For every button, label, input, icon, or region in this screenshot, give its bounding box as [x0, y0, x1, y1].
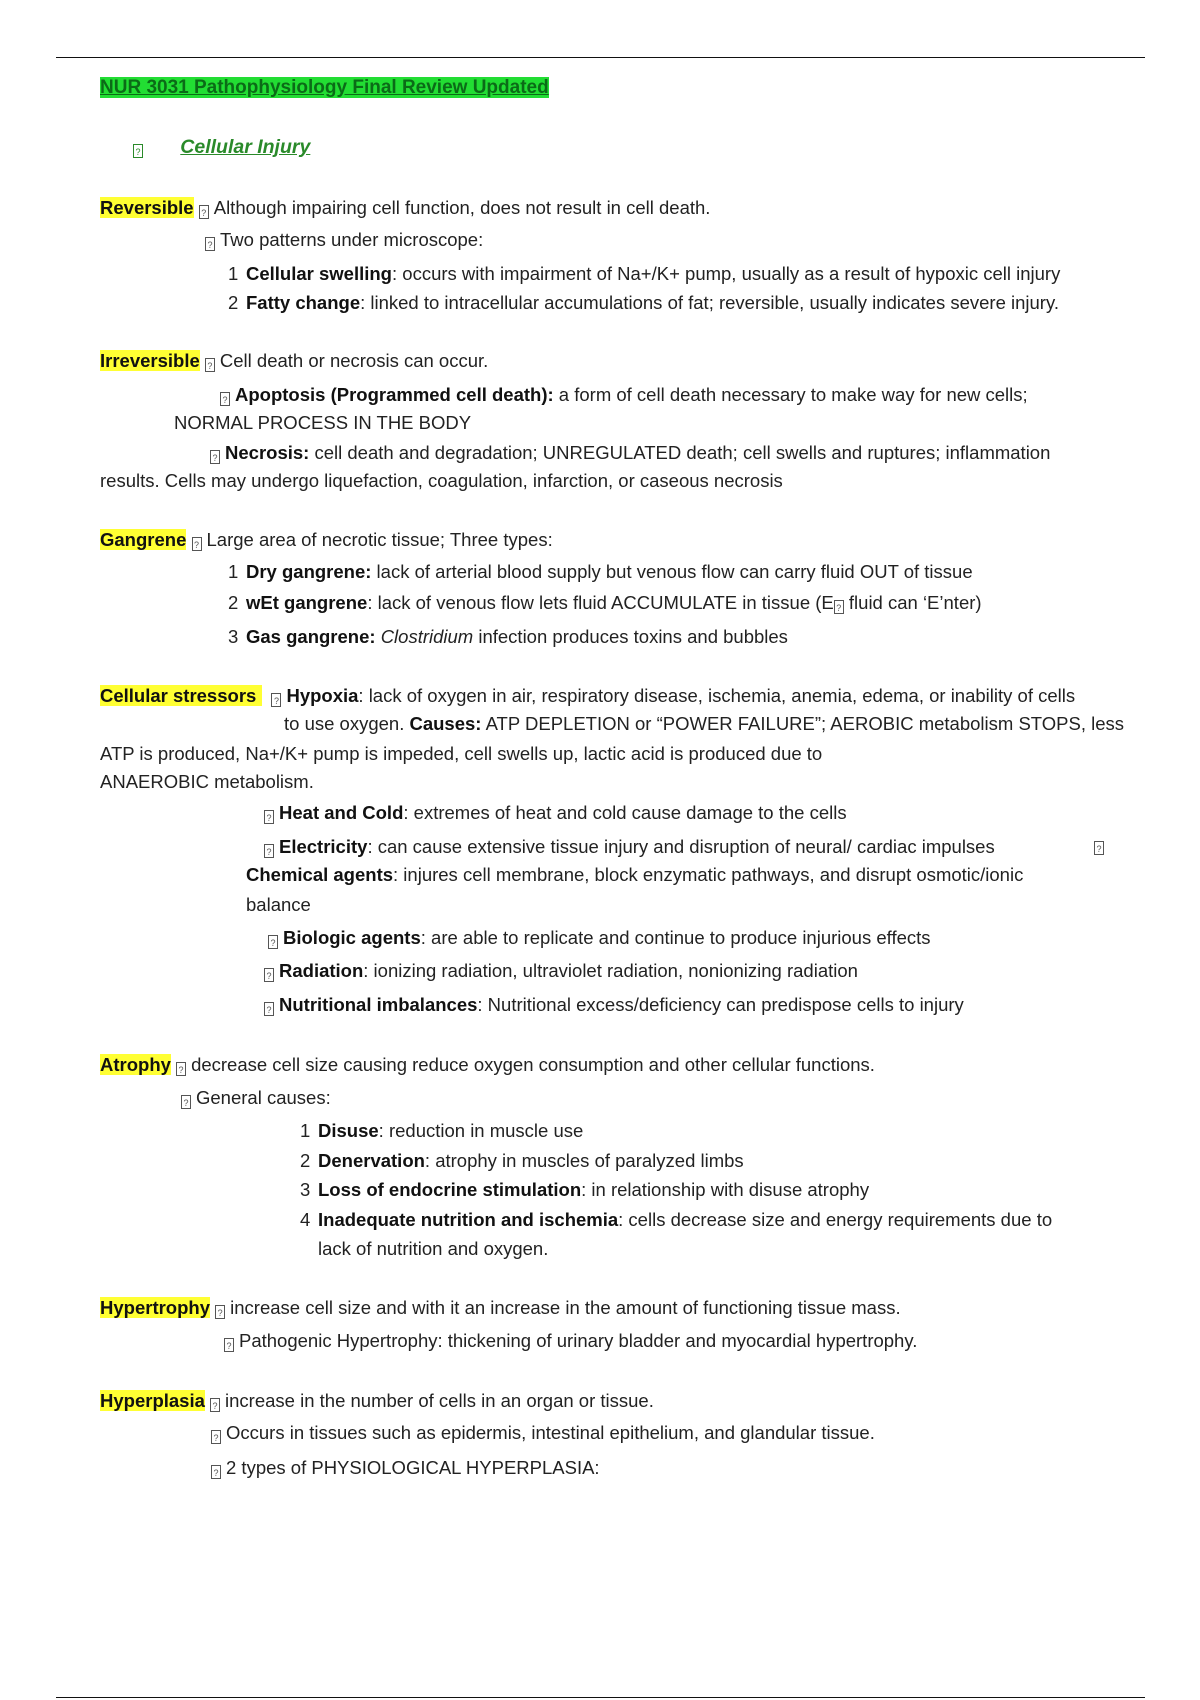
item-text: : reduction in muscle use: [378, 1120, 584, 1141]
term-atrophy: Atrophy: [100, 1054, 171, 1075]
necrosis-term: Necrosis:: [225, 442, 310, 463]
hypoxia-text-2a: to use oxygen.: [284, 713, 410, 734]
item-text: : cells decrease size and energy requirements due to: [618, 1209, 1053, 1230]
item-term: Disuse: [318, 1120, 379, 1141]
item-text-2: lack of nutrition and oxygen.: [318, 1238, 549, 1259]
hypoxia-line-3: [100, 741, 822, 767]
radiation-line: [264, 958, 858, 984]
hypoxia-text: : lack of oxygen in air, respiratory disease, ischemia, anemia, edema, or inability of cells: [358, 685, 1076, 706]
bullet-icon: ?: [133, 144, 143, 158]
reversible-sub: [205, 227, 483, 253]
bullet-icon: ?: [834, 600, 844, 614]
term-gangrene: Gangrene: [100, 529, 187, 550]
item-number: 2: [228, 592, 239, 613]
bullet-icon: ?: [176, 1062, 186, 1076]
item-text: : atrophy in muscles of paralyzed limbs: [424, 1150, 744, 1171]
list-item: [228, 290, 1059, 316]
electricity-line: [264, 834, 995, 860]
bullet-icon: ?: [211, 1465, 221, 1479]
irreversible-line: [100, 348, 488, 374]
atrophy-def: decrease cell size causing reduce oxygen consumption and other cellular functions.: [191, 1054, 875, 1075]
item-term: Inadequate nutrition and ischemia: [318, 1209, 619, 1230]
nutritional-text: : Nutritional excess/deficiency can predispose cells to injury: [477, 994, 964, 1015]
item-term: Loss of endocrine stimulation: [318, 1179, 582, 1200]
apoptosis-text-2: NORMAL PROCESS IN THE BODY: [174, 412, 472, 433]
item-number: 2: [300, 1150, 311, 1171]
bullet-icon: ?: [192, 537, 202, 551]
item-number: 4: [300, 1209, 311, 1230]
item-term: Fatty change: [246, 292, 361, 313]
item-text: : lack of venous flow lets fluid ACCUMULATE in tissue (E: [367, 592, 834, 613]
hypoxia-text-3: ATP is produced, Na+/K+ pump is impeded, cell swells up, lactic acid is produced due to: [100, 743, 823, 764]
list-item: [228, 261, 1060, 287]
bullet-icon: ?: [220, 392, 230, 406]
hypoxia-line-2: [284, 711, 1124, 737]
heat-text: : extremes of heat and cold cause damage to the cells: [403, 802, 847, 823]
item-term: Denervation: [318, 1150, 425, 1171]
chemical-term: Chemical agents: [246, 864, 394, 885]
list-item: [228, 559, 973, 585]
reversible-line: [100, 195, 710, 221]
biologic-text: : are able to replicate and continue to produce injurious effects: [420, 927, 931, 948]
item-term: Cellular swelling: [246, 263, 392, 284]
item-text: : linked to intracellular accumulations of fat; reversible, usually indicates severe injury.: [360, 292, 1059, 313]
stressors-line: [100, 683, 1075, 709]
term-irreversible: Irreversible: [100, 350, 200, 371]
hypoxia-text-4: ANAEROBIC metabolism.: [100, 771, 314, 792]
bullet-icon: ?: [215, 1305, 225, 1319]
necrosis-text: cell death and degradation; UNREGULATED death; cell swells and ruptures; inflammation: [309, 442, 1051, 463]
term-cellular-stressors: Cellular stressors: [100, 685, 262, 706]
apoptosis-line: [220, 382, 1028, 408]
atrophy-sub: [181, 1085, 331, 1111]
electricity-term: Electricity: [279, 836, 368, 857]
causes-term: Causes:: [409, 713, 482, 734]
list-item-cont: [318, 1236, 548, 1262]
necrosis-line: [210, 440, 1050, 466]
bullet-icon: ?: [268, 935, 278, 949]
reversible-def: Although impairing cell function, does not result in cell death.: [213, 197, 711, 218]
list-item: [228, 624, 788, 650]
bullet-icon: ?: [205, 237, 215, 251]
title-text: NUR 3031 Pathophysiology Final Review Updated: [100, 77, 549, 98]
chemical-line: [246, 862, 1023, 888]
apoptosis-term: Apoptosis (Programmed cell death):: [235, 384, 554, 405]
nutritional-line: [264, 992, 964, 1018]
item-number: 2: [228, 292, 239, 313]
list-item: [300, 1148, 744, 1174]
heat-line: [264, 800, 847, 826]
biologic-line: [268, 925, 931, 951]
list-item: [300, 1177, 869, 1203]
bullet-icon: ?: [211, 1430, 221, 1444]
item-term: Gas gangrene:: [246, 626, 376, 647]
bullet-icon: ?: [264, 844, 274, 858]
bullet-icon: ?: [199, 205, 209, 219]
item-number: 1: [228, 561, 239, 582]
gangrene-def: Large area of necrotic tissue; Three types:: [206, 529, 553, 550]
bullet-icon: ?: [264, 810, 274, 824]
chemical-text: : injures cell membrane, block enzymatic pathways, and disrupt osmotic/ionic: [393, 864, 1024, 885]
hyperplasia-sub-2: [211, 1455, 600, 1481]
section-heading: [133, 134, 310, 160]
bullet-icon: ?: [264, 968, 274, 982]
bullet-icon: ?: [181, 1095, 191, 1109]
list-item: [300, 1118, 583, 1144]
hypoxia-line-4: [100, 769, 314, 795]
item-italic: Clostridium: [380, 626, 474, 647]
atrophy-sub-text: General causes:: [196, 1087, 331, 1108]
item-number: 3: [228, 626, 239, 647]
chemical-text-2: balance: [246, 894, 311, 915]
item-text: infection produces toxins and bubbles: [473, 626, 788, 647]
bullet-icon: ?: [224, 1338, 234, 1352]
radiation-text: : ionizing radiation, ultraviolet radiation, nonionizing radiation: [363, 960, 858, 981]
section-title: Cellular Injury: [180, 136, 311, 158]
bullet-icon: ?: [210, 450, 220, 464]
irreversible-def: Cell death or necrosis can occur.: [219, 350, 489, 371]
chemical-line-2: [246, 892, 311, 918]
hyperplasia-def: increase in the number of cells in an organ or tissue.: [225, 1390, 654, 1411]
list-item: [300, 1207, 1052, 1233]
hyperplasia-line: [100, 1388, 654, 1414]
nutritional-term: Nutritional imbalances: [279, 994, 478, 1015]
reversible-sub-text: Two patterns under microscope:: [220, 229, 484, 250]
atrophy-line: [100, 1052, 875, 1078]
apoptosis-text: a form of cell death necessary to make way for new cells;: [553, 384, 1028, 405]
heat-term: Heat and Cold: [279, 802, 404, 823]
item-term: Dry gangrene:: [246, 561, 372, 582]
top-rule: [56, 57, 1145, 58]
hypertrophy-sub: [224, 1328, 917, 1354]
gangrene-line: [100, 527, 553, 553]
item-number: 1: [300, 1120, 311, 1141]
list-item: [228, 590, 982, 616]
item-text-2: fluid can ‘E’nter): [843, 592, 982, 613]
biologic-term: Biologic agents: [283, 927, 421, 948]
necrosis-line-2: [100, 468, 783, 494]
item-number: 3: [300, 1179, 311, 1200]
apoptosis-line-2: [174, 410, 471, 436]
hypertrophy-line: [100, 1295, 901, 1321]
hyperplasia-sub-text-2: 2 types of PHYSIOLOGICAL HYPERPLASIA:: [226, 1457, 600, 1478]
necrosis-text-2: results. Cells may undergo liquefaction, coagulation, infarction, or caseous necrosis: [100, 470, 783, 491]
radiation-term: Radiation: [279, 960, 364, 981]
hyperplasia-sub-text-1: Occurs in tissues such as epidermis, intestinal epithelium, and glandular tissue.: [226, 1422, 875, 1443]
bullet-icon: ?: [264, 1002, 274, 1016]
bottom-rule: [56, 1697, 1145, 1698]
hyperplasia-sub-1: [211, 1420, 875, 1446]
hypoxia-term: Hypoxia: [286, 685, 359, 706]
hypoxia-text-2b: ATP DEPLETION or “POWER FAILURE”; AEROBIC metabolism STOPS, less: [481, 713, 1124, 734]
term-hypertrophy: Hypertrophy: [100, 1297, 210, 1318]
item-text: : in relationship with disuse atrophy: [581, 1179, 870, 1200]
item-term: wEt gangrene: [246, 592, 368, 613]
electricity-text: : can cause extensive tissue injury and disruption of neural/ cardiac impulses: [367, 836, 995, 857]
item-number: 1: [228, 263, 239, 284]
page-title: [100, 74, 549, 101]
bullet-icon: ?: [1094, 841, 1104, 855]
term-hyperplasia: Hyperplasia: [100, 1390, 205, 1411]
bullet-icon: ?: [205, 358, 215, 372]
hypertrophy-sub-text: Pathogenic Hypertrophy: thickening of urinary bladder and myocardial hypertrophy.: [239, 1330, 918, 1351]
bullet-icon: ?: [210, 1398, 220, 1412]
item-text: : occurs with impairment of Na+/K+ pump, usually as a result of hypoxic cell injury: [392, 263, 1061, 284]
hypertrophy-def: increase cell size and with it an increase in the amount of functioning tissue mass.: [230, 1297, 901, 1318]
term-reversible: Reversible: [100, 197, 194, 218]
bullet-icon: ?: [271, 693, 281, 707]
item-text: lack of arterial blood supply but venous flow can carry fluid OUT of tissue: [371, 561, 973, 582]
